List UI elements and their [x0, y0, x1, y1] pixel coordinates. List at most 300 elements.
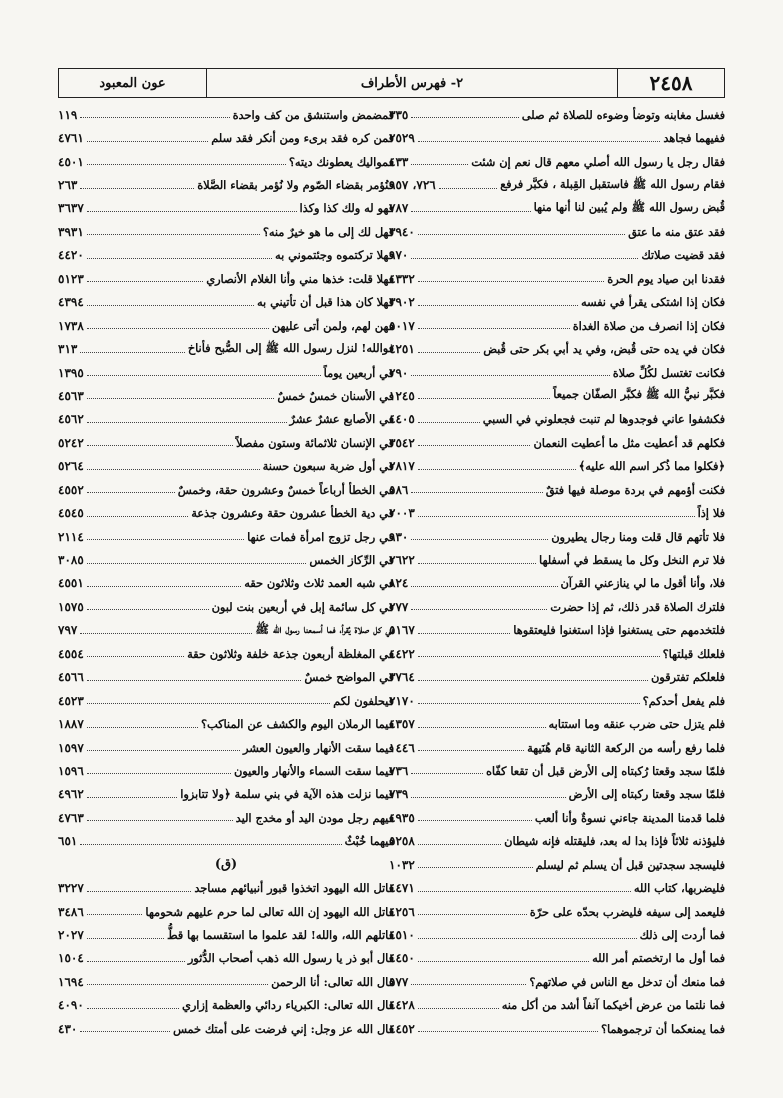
entry-reference-number: ٤٤٢٢: [389, 646, 415, 661]
entry-text: فلا، وأنا أقول ما لي ينازعني القرآن: [560, 576, 725, 591]
entry-text: فقد عتق منه ما عتق: [628, 224, 725, 239]
index-entry: [389, 501, 725, 524]
entry-reference-number: ٤٢٥٦: [389, 904, 415, 919]
entry-text: فقال رجل يا رسول الله أصلي معهم قال نعم إن شئت: [471, 154, 725, 169]
entry-reference-number: ٥٢٦٤: [58, 459, 84, 474]
leader-dots: [87, 563, 307, 564]
entry-reference-number: ٤٥٦٢: [58, 412, 84, 427]
entry-reference-number: ٤٣٠: [58, 1021, 78, 1036]
leader-dots: [87, 164, 286, 165]
entry-text: فلتخدمهم حتى يستغنوا فإذا استغنوا فليعتقوها: [513, 623, 725, 638]
entry-text: فلمّا سجد وقعتا ركبتاه إلى الأرض: [568, 787, 725, 802]
leader-dots: [87, 586, 241, 587]
entry-text: فهلا كان هذا قبل أن تأتيني به: [256, 295, 394, 310]
entry-text: فلا إذاً: [697, 506, 725, 521]
entry-reference-number: ٧٢٦، ٩٥٧: [389, 178, 436, 193]
entry-text: فليسجد سجدتين قبل أن يسلم ثم ليسلم: [535, 857, 725, 872]
index-entry: [389, 619, 725, 642]
entry-text: فيهم رجل مودن اليد أو مخدج اليد: [235, 810, 394, 825]
entry-text: فيما نزلت هذه الآية في بني سلمة ﴿ولا تتابزوا: [180, 787, 394, 802]
leader-dots: [87, 422, 287, 423]
leader-dots: [439, 188, 497, 189]
index-entry: [389, 853, 725, 876]
entry-text: في أول ضربة سبعون حسنة: [262, 459, 394, 474]
index-entry: [389, 1017, 725, 1040]
entry-reference-number: ٣١٣: [58, 342, 78, 357]
entry-reference-number: ٢٥٢٩: [389, 131, 415, 146]
index-entry: [58, 501, 394, 524]
leader-dots: [80, 352, 184, 353]
entry-text: في كل سائمة إبل في أربعين بنت لبون: [211, 599, 394, 614]
index-entry: [58, 150, 394, 173]
entry-reference-number: ٤٥٦٣: [58, 388, 84, 403]
index-entry: [58, 197, 394, 220]
entry-text: في رجل تزوج امرأة فمات عنها: [247, 529, 394, 544]
leader-dots: [87, 680, 302, 681]
leader-dots: [87, 469, 260, 470]
leader-dots: [80, 188, 194, 189]
entry-text: فكانت تغتسل لكُلِّ صلاة: [612, 365, 725, 380]
entry-text: فمواليك يعطونك ديته؟: [288, 154, 394, 169]
entry-reference-number: ٤٠٩٠: [58, 998, 84, 1013]
leader-dots: [87, 938, 164, 939]
leader-dots: [418, 727, 546, 728]
entry-text: فغسل مغابنه وتوضأ وضوءه للصلاة ثم صلى: [521, 107, 725, 122]
entry-text: فنُؤمر بقضاء الصّوم ولا نُؤمر بقضاء الصَّلاة: [197, 178, 394, 193]
index-entry: [389, 455, 725, 478]
index-entry: [58, 595, 394, 618]
entry-reference-number: ٤٩٦٢: [58, 787, 84, 802]
index-entry: [389, 314, 725, 337]
entry-text: في المواضح خمسٌ: [304, 670, 394, 685]
entry-text: في الإنسان ثلاثمائة وستون مفصلاً: [235, 435, 394, 450]
leader-dots: [418, 867, 533, 868]
leader-dots: [418, 820, 532, 821]
index-entry: [389, 384, 725, 407]
entry-text: فليضربها، كتاب الله: [633, 881, 725, 896]
entry-reference-number: ٣٥٤٢: [389, 435, 415, 450]
entry-reference-number: ٥٢٤٢: [58, 435, 84, 450]
entry-reference-number: ١٨٨٧: [58, 717, 84, 732]
entry-text: قال أبو ذر يا رسول الله ذهب أصحاب الدُّثور: [187, 951, 394, 966]
entry-text: فما يمنعكما أن ترجموهما؟: [600, 1021, 725, 1036]
leader-dots: [80, 633, 252, 634]
index-entry: [389, 900, 725, 923]
leader-dots: [87, 328, 269, 329]
leader-dots: [87, 961, 185, 962]
entry-reference-number: ٤٥٠١: [58, 154, 84, 169]
entry-reference-number: ٥١٢٣: [58, 271, 84, 286]
index-entry: [58, 384, 394, 407]
index-entry: [389, 642, 725, 665]
entry-text: فهل لك إلى ما هو خيرٌ منه؟: [262, 224, 394, 239]
entry-reference-number: ٥٧٧: [389, 974, 409, 989]
entry-text: فما أردت إلى ذلك: [639, 928, 725, 943]
index-entry: [389, 548, 725, 571]
leader-dots: [411, 258, 638, 259]
leader-dots: [80, 117, 229, 118]
leader-dots: [418, 891, 631, 892]
entry-reference-number: ٣٩٤٠: [389, 224, 415, 239]
leader-dots: [418, 352, 480, 353]
index-entry: [389, 994, 725, 1017]
leader-dots: [80, 844, 341, 845]
entry-reference-number: ٣٣٥: [389, 107, 409, 122]
entry-text: فكان إذا انصرف من صلاة الغداة: [572, 318, 725, 333]
entry-text: في أربعين يوماً: [323, 365, 394, 380]
leader-dots: [87, 914, 143, 915]
index-entry: [389, 712, 725, 735]
entry-text: ﴿فكلوا مما ذُكر اسم الله عليه﴾: [578, 459, 725, 474]
index-entry: [389, 126, 725, 149]
entry-text: في الأصابع عشرٌ عشرٌ: [289, 412, 394, 427]
index-entry: [389, 150, 725, 173]
entry-reference-number: ٢٧٧: [389, 599, 409, 614]
leader-dots: [411, 375, 609, 376]
entry-reference-number: ١٥٩٦: [58, 763, 84, 778]
index-entry: [58, 947, 394, 970]
leader-dots: [418, 656, 660, 657]
leader-dots: [418, 422, 480, 423]
leader-dots: [411, 492, 542, 493]
entry-text: فكنت أؤمهم في بردة موصلة فيها فتقٌ: [545, 482, 725, 497]
leader-dots: [418, 1008, 499, 1009]
entry-reference-number: ٤٧٦٣: [58, 810, 84, 825]
entry-reference-number: ١٤٤٦: [389, 740, 415, 755]
leader-dots: [418, 281, 605, 282]
index-entry: [389, 595, 725, 618]
book-title: عون المعبود: [59, 69, 207, 97]
entry-text: فيما الرملان اليوم والكشف عن المناكب؟: [201, 717, 394, 732]
index-entry: [58, 431, 394, 454]
entry-reference-number: ٥١٦٧: [389, 623, 415, 638]
index-entry: [389, 806, 725, 829]
index-entry: [58, 830, 394, 853]
leader-dots: [418, 633, 511, 634]
leader-dots: [411, 211, 530, 212]
entry-text: في الخطأ أرباعاً خمسٌ وعشرون حقة، وخمسٌ: [177, 482, 394, 497]
index-entry: [58, 572, 394, 595]
entry-text: في شبه العمد ثلاث وثلاثون حقه: [244, 576, 394, 591]
leader-dots: [418, 1031, 598, 1032]
index-entry: [58, 876, 394, 899]
leader-dots: [80, 1031, 170, 1032]
leader-dots: [87, 891, 192, 892]
leader-dots: [411, 797, 565, 798]
entry-reference-number: ٧٩٧: [58, 623, 78, 638]
entry-text: قال الله عز وجل: إني فرضت على أمتك خمس: [173, 1021, 394, 1036]
entry-text: ففيهما فجاهد: [663, 131, 725, 146]
leader-dots: [87, 375, 321, 376]
right-index-column: [389, 103, 725, 1041]
entry-reference-number: ٤٣٥٧: [389, 717, 415, 732]
index-entry: [58, 337, 394, 360]
entry-text: فكلهم قد أعطيت مثل ما أعطيت النعمان: [533, 435, 725, 450]
index-entry: [389, 220, 725, 243]
entry-text: فقام رسول الله ﷺ فاستقبل القِبلة ، فكبَّر فرفع: [500, 176, 725, 191]
entry-text: قُبض رسول الله ﷺ ولم يُبين لنا أنها منها: [533, 199, 725, 214]
entry-reference-number: ٤٥٦٦: [58, 670, 84, 685]
index-entry: [58, 103, 394, 126]
entry-reference-number: ٢٠٢٧: [58, 928, 84, 943]
index-entry: [389, 244, 725, 267]
page-header: [58, 68, 725, 98]
leader-dots: [87, 492, 175, 493]
entry-text: في دية الخطأ عشرون حقة وعشرون جذعة: [191, 506, 394, 521]
entry-text: فكان إذا اشتكى يقرأ في نفسه: [580, 295, 725, 310]
index-entry: [389, 173, 725, 196]
entry-reference-number: ٤٥١٠: [389, 928, 415, 943]
entry-reference-number: ٢٨١٧: [389, 459, 415, 474]
index-entry: [58, 759, 394, 782]
entry-text: في الأسنان خمسٌ خمسٌ: [277, 388, 394, 403]
entry-text: فمضمض واستنشق من كف واحدة: [232, 107, 394, 122]
entry-reference-number: ٥٢٥٨: [389, 834, 415, 849]
entry-reference-number: ٢٦٢٢: [389, 553, 415, 568]
leader-dots: [87, 211, 297, 212]
leader-dots: [418, 398, 550, 399]
leader-dots: [418, 703, 640, 704]
entry-reference-number: ٤٩٣٥: [389, 810, 415, 825]
entry-text: قاتلهم الله، والله! لقد علموا ما استقسما بها قطُّ: [167, 928, 394, 943]
leader-dots: [418, 141, 661, 142]
entry-text: قال الله تعالى: أنا الرحمن: [271, 974, 394, 989]
index-entry: [389, 478, 725, 501]
entry-reference-number: ٤٥٢٣: [58, 693, 84, 708]
leader-dots: [87, 141, 208, 142]
index-entry: [389, 267, 725, 290]
entry-text: فقد قضيت صلاتك: [641, 248, 725, 263]
index-entry: [58, 314, 394, 337]
entry-text: قاتل الله اليهود اتخذوا قبور أنبيائهم مساجد: [194, 881, 394, 896]
index-entry: [389, 408, 725, 431]
entry-reference-number: ٣٢٢٧: [58, 881, 84, 896]
leader-dots: [87, 609, 209, 610]
entry-reference-number: ٤٥٥٤: [58, 646, 84, 661]
entry-text: فليعمد إلى سيفه فليضرب بحدّه على حرّة: [529, 904, 725, 919]
index-entry: [389, 970, 725, 993]
index-entry: [58, 1017, 394, 1040]
leader-dots: [411, 773, 483, 774]
entry-reference-number: ٢٦٣: [58, 178, 78, 193]
entry-reference-number: ٧٨٧: [389, 201, 409, 216]
index-entry: [389, 572, 725, 595]
leader-dots: [87, 727, 198, 728]
leader-dots: [418, 305, 578, 306]
index-entry: [58, 619, 394, 642]
entry-reference-number: ١٧٣٨: [58, 318, 84, 333]
entry-reference-number: ٣٠٨٥: [58, 553, 84, 568]
index-entry: [389, 361, 725, 384]
entry-text: فيحلفون لكم: [333, 693, 394, 708]
index-entry: [58, 126, 394, 149]
index-entry: [58, 478, 394, 501]
entry-text: في المغلظة أربعون جذعة خلفة وثلاثون حقة: [187, 646, 394, 661]
entry-text: قاتل الله اليهود إن الله تعالى لما حرم عليهم شحومها: [145, 904, 394, 919]
entry-text: فلعلكم تفترقون: [650, 670, 725, 685]
entry-reference-number: ٩٧٠: [389, 248, 409, 263]
leader-dots: [418, 516, 695, 517]
index-entry: [58, 361, 394, 384]
entry-text: فما منعك أن تدخل مع الناس في صلاتهم؟: [529, 974, 725, 989]
entry-reference-number: ١٥٩٧: [58, 740, 84, 755]
leader-dots: [418, 445, 531, 446]
entry-text: فلا ترم النخل وكل ما يسقط في أسفلها: [539, 553, 725, 568]
index-entry: [58, 806, 394, 829]
index-entry: [58, 548, 394, 571]
index-entry: [389, 689, 725, 712]
entry-text: فلما قدمنا المدينة جاءني نسوةٌ وأنا ألعب: [534, 810, 725, 825]
entry-reference-number: ٤٣٩٤: [58, 295, 84, 310]
index-entry: [58, 712, 394, 735]
index-entry: [58, 244, 394, 267]
leader-dots: [418, 563, 536, 564]
entry-reference-number: ١٥٠٤: [58, 951, 84, 966]
entry-reference-number: ٧٣٦: [389, 763, 409, 778]
entry-reference-number: ٥٠١٧: [389, 318, 415, 333]
entry-text: في كل صلاة يُقرأ، فما أسمعنا رسول الله ﷺ: [255, 621, 394, 636]
leader-dots: [411, 586, 557, 587]
entry-reference-number: ٧٣٩: [389, 787, 409, 802]
index-entry: [58, 923, 394, 946]
index-entry: [58, 642, 394, 665]
leader-dots: [87, 703, 330, 704]
index-entry: [389, 947, 725, 970]
index-entry: [58, 173, 394, 196]
entry-reference-number: ٤٣٣: [389, 154, 409, 169]
entry-reference-number: ٤٤٢٠: [58, 248, 84, 263]
entry-reference-number: ٤٥٥١: [58, 576, 84, 591]
entry-text: فما أول ما ارتخصتم أمر الله: [592, 951, 725, 966]
index-entry: [389, 431, 725, 454]
index-entry: [58, 455, 394, 478]
entry-reference-number: ٤٥٥٢: [58, 482, 84, 497]
leader-dots: [87, 281, 203, 282]
leader-dots: [87, 750, 240, 751]
leader-dots: [411, 984, 526, 985]
leader-dots: [87, 234, 260, 235]
entry-reference-number: ٣٧٦٤: [389, 670, 415, 685]
entry-reference-number: ١٦٩٤: [58, 974, 84, 989]
index-entry: [58, 525, 394, 548]
index-entry: [58, 970, 394, 993]
leader-dots: [418, 469, 576, 470]
entry-reference-number: ٣٩٣١: [58, 224, 84, 239]
leader-dots: [411, 117, 518, 118]
entry-reference-number: ١٢٤٥: [389, 388, 415, 403]
entry-reference-number: ٤٢٥١: [389, 342, 415, 357]
page-number: ٢٤٥٨: [649, 71, 693, 95]
entry-text: فكشفوا عاني فوجدوها لم تنبت فجعلوني في السبي: [482, 412, 725, 427]
leader-dots: [418, 844, 501, 845]
entry-reference-number: ٢٩٠: [389, 365, 409, 380]
leader-dots: [87, 656, 184, 657]
leader-dots: [87, 445, 233, 446]
left-index-column: [58, 103, 394, 1041]
entry-text: فهلا تركتموه وجئتموني به: [275, 248, 394, 263]
leader-dots: [87, 984, 268, 985]
entry-text: فليؤذنه ثلاثاً فإذا بدا له بعد، فليقتله فإنه شيطان: [504, 834, 725, 849]
index-entry: [389, 197, 725, 220]
index-entry: [389, 291, 725, 314]
index-entry: [389, 876, 725, 899]
entry-reference-number: ١٥٧٥: [58, 599, 84, 614]
entry-reference-number: ٣٦٣٧: [58, 201, 84, 216]
entry-reference-number: ٣٤٨٦: [58, 904, 84, 919]
entry-text: فلا تأتهم قال قلت ومنا رجال يطيرون: [551, 529, 725, 544]
leader-dots: [87, 305, 254, 306]
section-title: ٢- فهرس الأطراف: [207, 69, 618, 97]
entry-text: فهلا قلت: خذها مني وأنا الغلام الأنصاري: [206, 271, 394, 286]
entry-reference-number: ٩٣٠: [389, 529, 409, 544]
leader-dots: [87, 539, 244, 540]
index-entry: [58, 267, 394, 290]
index-entry: [389, 759, 725, 782]
leader-dots: [411, 539, 548, 540]
entry-text: فيما سقت السماء والأنهار والعيون: [233, 763, 394, 778]
leader-dots: [87, 258, 272, 259]
entry-reference-number: ٤٧٦١: [58, 131, 84, 146]
leader-dots: [87, 398, 275, 399]
index-entry: [58, 994, 394, 1017]
leader-dots: [87, 797, 177, 798]
leader-dots: [418, 750, 524, 751]
entry-reference-number: ٤٤٢٨: [389, 998, 415, 1013]
entry-text: فقدنا ابن صياد يوم الحرة: [607, 271, 725, 286]
entry-reference-number: ٢١٧٠: [389, 693, 415, 708]
entry-reference-number: ١١٩: [58, 107, 78, 122]
entry-text: فلترك الصلاة قدر ذلك، ثم إذا حضرت: [550, 599, 725, 614]
index-entry: [389, 830, 725, 853]
index-entry: [389, 923, 725, 946]
entry-reference-number: ٤٤٥٢: [389, 1021, 415, 1036]
leader-dots: [87, 516, 188, 517]
index-entry: [389, 666, 725, 689]
entry-reference-number: ٣٩٠٢: [389, 295, 415, 310]
entry-reference-number: ٦٥١: [58, 834, 78, 849]
index-entry: [58, 900, 394, 923]
entry-text: فوالله! لنزل رسول الله ﷺ إلى الصُّبح فأناخ: [187, 340, 394, 355]
leader-dots: [87, 820, 233, 821]
entry-text: فكان في يده حتى قُبض، وفي يد أبي بكر حتى قُبض: [483, 342, 725, 357]
leader-dots: [418, 680, 648, 681]
index-entry: [58, 666, 394, 689]
leader-dots: [411, 164, 468, 165]
leader-dots: [418, 328, 570, 329]
entry-reference-number: ٤٣٣٢: [389, 271, 415, 286]
entry-text: قال الله تعالى: الكبرياء ردائي والعظمة إزاري: [181, 998, 394, 1013]
entry-text: فلم يتزل حتى ضرب عنقه وما استتابه: [548, 717, 725, 732]
leader-dots: [87, 773, 231, 774]
entry-reference-number: ١٠٣٢: [389, 857, 415, 872]
entry-text: فكبَّر نبيُّ الله ﷺ فكبَّر الصفّان جميعاً: [553, 387, 725, 402]
entry-reference-number: ٨٢٤: [389, 576, 409, 591]
index-entry: [389, 783, 725, 806]
index-entry: [58, 736, 394, 759]
entry-reference-number: ٢١١٤: [58, 529, 84, 544]
entry-reference-number: ٥٨٦: [389, 482, 409, 497]
index-entry: [389, 337, 725, 360]
index-entry: [58, 783, 394, 806]
leader-dots: [418, 961, 589, 962]
entry-text: فلما رفع رأسه من الركعة الثانية قام هُنَيهة: [527, 740, 725, 755]
index-entry: [58, 291, 394, 314]
leader-dots: [87, 1008, 179, 1009]
index-entry: [58, 220, 394, 243]
section-letter-heading: (ق): [214, 857, 238, 873]
leader-dots: [418, 938, 637, 939]
entry-text: فلعلك قبلتها؟: [662, 646, 725, 661]
